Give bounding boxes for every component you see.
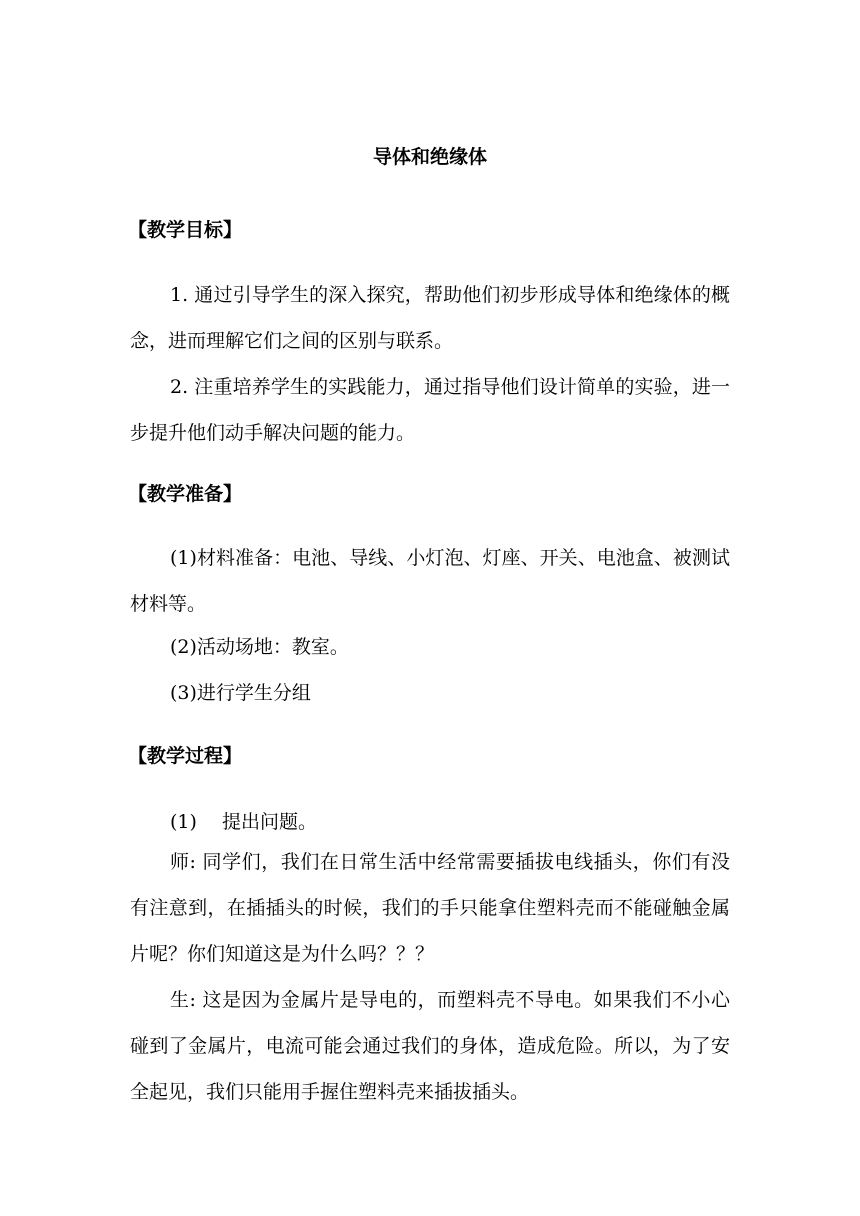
teacher-dialogue: 师: 同学们，我们在日常生活中经常需要插拔电线插头，你们有没有注意到，在插插头的时候，我们的手只能拿住塑料壳而不能碰触金属片呢？你们知道这是为什么吗？？？ <box>130 851 730 965</box>
process-step-1: (1) 提出问题。 <box>170 811 317 833</box>
section-heading-objectives: 【教学目标】 <box>128 219 243 241</box>
objective-item-1: 1. 通过引导学生的深入探究，帮助他们初步形成导体和绝缘体的概念，进而理解它们之间的区别与联系。 <box>130 284 730 352</box>
section-heading-preparation: 【教学准备】 <box>128 483 243 505</box>
document-title: 导体和绝缘体 <box>372 146 487 168</box>
preparation-item-3: (3)进行学生分组 <box>170 682 311 704</box>
preparation-item-2: (2)活动场地：教室。 <box>170 636 349 658</box>
objective-item-2: 2. 注重培养学生的实践能力，通过指导他们设计简单的实验，进一步提升他们动手解决问题的能力。 <box>130 376 730 444</box>
preparation-item-1: (1)材料准备：电池、导线、小灯泡、灯座、开关、电池盒、被测试材料等。 <box>130 547 730 615</box>
section-heading-process: 【教学过程】 <box>128 745 243 767</box>
student-dialogue: 生: 这是因为金属片是导电的，而塑料壳不导电。如果我们不小心碰到了金属片，电流可能会通过我们的身体，造成危险。所以，为了安全起见，我们只能用手握住塑料壳来插拔插头。 <box>130 989 730 1103</box>
